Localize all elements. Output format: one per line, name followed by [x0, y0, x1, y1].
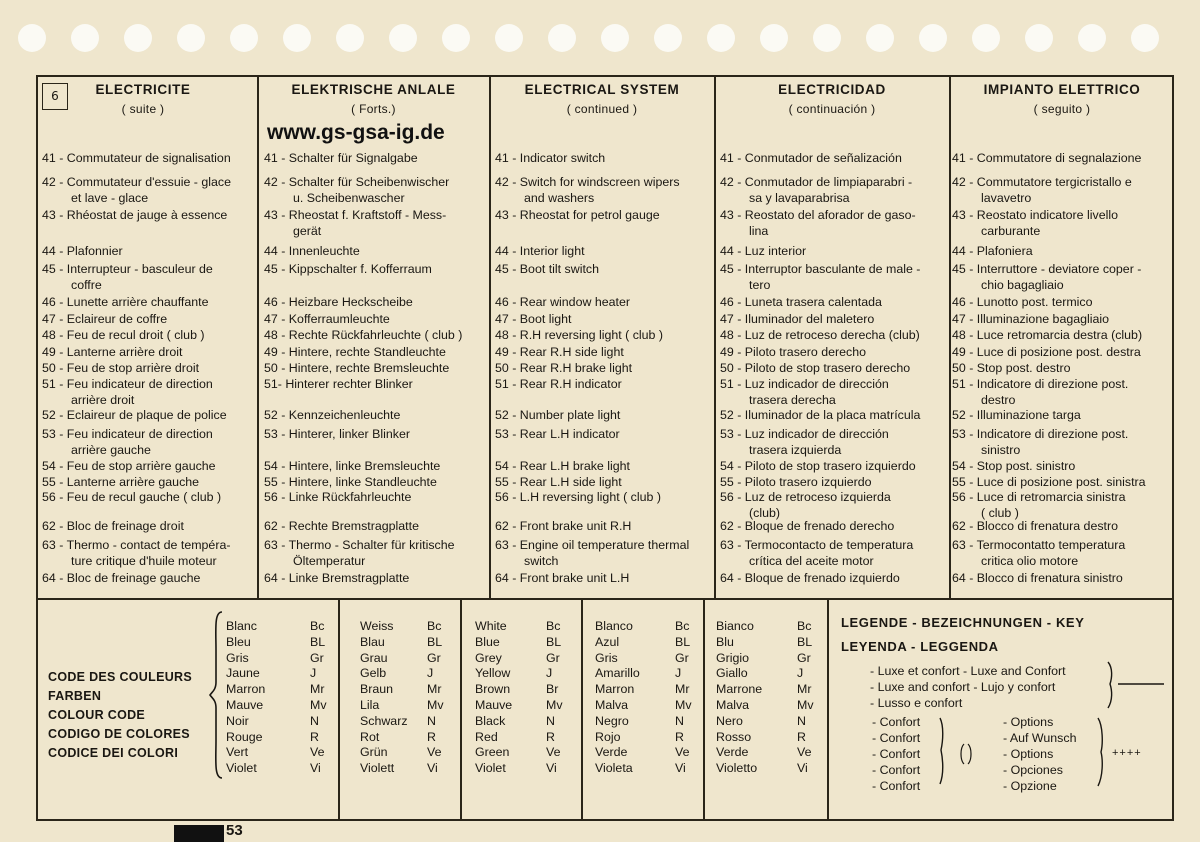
colour-table-divider — [827, 599, 829, 820]
colour-code: R — [797, 729, 806, 744]
column-subtitle: ( Forts.) — [351, 102, 396, 116]
colour-code: Mr — [427, 682, 442, 697]
colour-code-label: CODIGO DE COLORES — [48, 727, 190, 741]
colour-code: N — [546, 713, 555, 728]
section-divider — [36, 598, 1174, 600]
colour-code: Gr — [675, 650, 689, 665]
colour-code: R — [675, 729, 684, 744]
binder-hole — [707, 24, 735, 52]
colour-code: BL — [797, 634, 813, 649]
colour-name: Blu — [716, 634, 734, 649]
list-item-de: 49 - Hintere, rechte Standleuchte — [264, 345, 446, 359]
colour-name: Grigio — [716, 650, 750, 665]
list-item-fr: 54 - Feu de stop arrière gauche — [42, 459, 216, 473]
list-item-es: 48 - Luz de retroceso derecha (club) — [720, 328, 920, 342]
legend-entry: - Options — [1003, 715, 1054, 729]
list-item-de: 63 - Thermo - Schalter für kritische Öltemperatur — [264, 538, 455, 568]
colour-code: Ve — [427, 745, 442, 760]
legend-entry: - Confort — [872, 715, 921, 729]
list-item-es: 55 - Piloto trasero izquierdo — [720, 475, 872, 489]
binder-hole — [866, 24, 894, 52]
binder-hole — [813, 24, 841, 52]
legend-heading: LEGENDE - BEZEICHNUNGEN - KEY — [841, 615, 1085, 630]
colour-name: Violet — [226, 761, 257, 776]
colour-code: R — [546, 729, 555, 744]
colour-code: N — [797, 713, 806, 728]
colour-code: Mv — [797, 698, 814, 712]
binder-holes — [0, 24, 1200, 54]
colour-name: Brown — [475, 682, 511, 697]
list-item-it: 56 - Luce di retromarcia sinistra ( club ) — [952, 490, 1126, 520]
colour-code-label: CODICE DEI COLORI — [48, 746, 179, 760]
colour-code: Mv — [310, 698, 327, 712]
list-item-es: 44 - Luz interior — [720, 244, 807, 258]
section-number: 6 — [42, 83, 68, 110]
list-item-fr: 50 - Feu de stop arrière droit — [42, 361, 200, 375]
colour-code: Gr — [546, 650, 560, 665]
legend-entry: - Lusso e confort — [870, 696, 963, 710]
list-item-es: 53 - Luz indicador de dirección trasera izquierda — [720, 427, 889, 457]
colour-name: Black — [475, 713, 506, 728]
colour-name: Jaune — [226, 666, 260, 681]
list-item-it: 49 - Luce di posizione post. destra — [952, 345, 1141, 359]
colour-name: Grün — [360, 745, 388, 760]
colour-name: Blanc — [226, 619, 257, 633]
page-number: 53 — [226, 822, 243, 839]
colour-name: Lila — [360, 698, 380, 712]
list-item-it: 62 - Blocco di frenatura destro — [952, 519, 1118, 533]
list-item-en: 62 - Front brake unit R.H — [495, 519, 632, 533]
colour-name: Braun — [360, 682, 394, 697]
list-item-fr: 64 - Bloc de freinage gauche — [42, 571, 201, 585]
list-item-de: 46 - Heizbare Heckscheibe — [264, 295, 413, 309]
binder-hole — [124, 24, 152, 52]
binder-hole — [442, 24, 470, 52]
colour-table-divider — [581, 599, 583, 820]
list-item-it: 42 - Commutatore tergicristallo e lavavetro — [952, 175, 1132, 205]
colour-name: Bianco — [716, 619, 754, 633]
column-header-en — [490, 82, 714, 116]
colour-code-label: CODE DES COULEURS — [48, 670, 193, 684]
colour-name: Violett — [360, 761, 395, 776]
colour-name: Gelb — [360, 666, 387, 681]
list-item-fr: 48 - Feu de recul droit ( club ) — [42, 328, 205, 342]
colour-name: Amarillo — [595, 666, 640, 681]
column-title: IMPIANTO ELETTRICO — [983, 82, 1141, 97]
list-item-fr: 47 - Eclaireur de coffre — [42, 312, 168, 326]
list-item-fr: 62 - Bloc de freinage droit — [42, 519, 184, 533]
colour-code: BL — [427, 634, 443, 649]
list-item-de: 51- Hinterer rechter Blinker — [264, 377, 413, 391]
list-item-it: 55 - Luce di posizione post. sinistra — [952, 475, 1146, 489]
list-item-es: 46 - Luneta trasera calentada — [720, 295, 882, 309]
column-title: ELECTRICIDAD — [778, 82, 886, 97]
colour-name: Weiss — [360, 619, 394, 633]
list-item-en: 51 - Rear R.H indicator — [495, 377, 622, 391]
list-item-en: 44 - Interior light — [495, 244, 585, 258]
list-item-es: 63 - Termocontacto de temperatura crítica del aceite motor — [720, 538, 914, 568]
legend-confort-brace-icon — [934, 716, 950, 786]
colour-name: Grey — [475, 650, 502, 665]
binder-hole — [601, 24, 629, 52]
website-watermark: www.gs-gsa-ig.de — [267, 121, 445, 144]
binder-hole — [1025, 24, 1053, 52]
colour-code-brace-icon — [208, 610, 228, 780]
list-item-en: 63 - Engine oil temperature thermal switch — [495, 538, 690, 568]
colour-name: Negro — [595, 713, 629, 728]
colour-name: Red — [475, 729, 498, 744]
binder-hole — [919, 24, 947, 52]
list-item-fr: 56 - Feu de recul gauche ( club ) — [42, 490, 222, 504]
list-item-es: 56 - Luz de retroceso izquierda (club) — [720, 490, 891, 520]
colour-code-label: COLOUR CODE — [48, 708, 146, 722]
colour-code: Gr — [427, 650, 441, 665]
colour-name: Rouge — [226, 729, 263, 744]
legend-entry: - Confort — [872, 747, 921, 761]
list-item-fr: 55 - Lanterne arrière gauche — [42, 475, 200, 489]
legend-options-symbol: ++++ — [1112, 747, 1142, 759]
colour-code: J — [310, 666, 317, 681]
colour-name: Vert — [226, 745, 249, 760]
colour-name: Violetto — [716, 761, 758, 776]
legend-entry: - Opciones — [1003, 763, 1063, 777]
list-item-en: 53 - Rear L.H indicator — [495, 427, 620, 441]
list-item-fr: 41 - Commutateur de signalisation — [42, 151, 231, 165]
list-item-de: 54 - Hintere, linke Bremsleuchte — [264, 459, 441, 473]
colour-code: J — [797, 666, 804, 681]
colour-code: N — [675, 713, 684, 728]
column-subtitle: ( suite ) — [121, 102, 165, 116]
list-item-it: 64 - Blocco di frenatura sinistro — [952, 571, 1123, 585]
colour-code: Bc — [546, 619, 561, 633]
colour-name: Blanco — [595, 619, 633, 633]
legend-confort-symbol-icon — [958, 742, 980, 766]
list-item-en: 52 - Number plate light — [495, 408, 621, 422]
page-number-bar — [174, 825, 224, 842]
colour-name: Green — [475, 745, 510, 760]
colour-name: Marrone — [716, 682, 763, 697]
colour-name: Malva — [595, 698, 629, 712]
list-item-en: 49 - Rear R.H side light — [495, 345, 624, 359]
colour-name: White — [475, 619, 507, 633]
list-item-it: 47 - Illuminazione bagagliaio — [952, 312, 1110, 326]
binder-hole — [495, 24, 523, 52]
colour-name: Yellow — [475, 666, 511, 681]
list-item-fr: 53 - Feu indicateur de direction arrière gauche — [42, 427, 213, 457]
list-item-fr: 52 - Eclaireur de plaque de police — [42, 408, 227, 422]
list-item-en: 43 - Rheostat for petrol gauge — [495, 208, 660, 222]
colour-code: J — [675, 666, 682, 681]
list-item-de: 41 - Schalter für Signalgabe — [264, 151, 418, 165]
binder-hole — [654, 24, 682, 52]
binder-hole — [1131, 24, 1159, 52]
colour-name: Mauve — [226, 698, 264, 712]
list-item-es: 54 - Piloto de stop trasero izquierdo — [720, 459, 916, 473]
list-item-es: 52 - Iluminador de la placa matrícula — [720, 408, 921, 422]
colour-name: Malva — [716, 698, 750, 712]
colour-name: Schwarz — [360, 713, 408, 728]
colour-code: Br — [546, 682, 559, 697]
list-item-fr: 49 - Lanterne arrière droit — [42, 345, 183, 359]
list-item-de: 44 - Innenleuchte — [264, 244, 360, 258]
list-item-it: 46 - Lunotto post. termico — [952, 295, 1093, 309]
colour-name: Nero — [716, 713, 743, 728]
list-item-de: 50 - Hintere, rechte Bremsleuchte — [264, 361, 450, 375]
colour-name: Gris — [595, 650, 618, 665]
list-item-it: 43 - Reostato indicatore livello carburante — [952, 208, 1118, 238]
list-item-fr: 44 - Plafonnier — [42, 244, 123, 258]
colour-code-label: FARBEN — [48, 689, 102, 703]
colour-table-divider — [703, 599, 705, 820]
list-item-it: 45 - Interruttore - deviatore coper - chio bagagliaio — [952, 262, 1142, 292]
colour-code: BL — [675, 634, 691, 649]
list-item-it: 54 - Stop post. sinistro — [952, 459, 1076, 473]
list-item-en: 47 - Boot light — [495, 312, 572, 326]
binder-hole — [177, 24, 205, 52]
list-item-en: 46 - Rear window heater — [495, 295, 630, 309]
list-item-en: 41 - Indicator switch — [495, 151, 606, 165]
colour-code: Ve — [675, 745, 690, 760]
colour-code: Ve — [310, 745, 325, 760]
column-header-de — [258, 82, 489, 116]
colour-code: BL — [546, 634, 562, 649]
colour-name: Gris — [226, 650, 249, 665]
binder-hole — [336, 24, 364, 52]
colour-table-divider — [338, 599, 340, 820]
list-item-es: 42 - Conmutador de limpiaparabri - sa y lavaparabrisa — [720, 175, 913, 205]
list-item-it: 53 - Indicatore di direzione post. sinistro — [952, 427, 1129, 457]
colour-code: R — [427, 729, 436, 744]
colour-name: Rot — [360, 729, 380, 744]
colour-code: Bc — [427, 619, 442, 633]
list-item-fr: 46 - Lunette arrière chauffante — [42, 295, 209, 309]
legend-entry: - Luxe and confort - Lujo y confort — [870, 680, 1056, 694]
list-item-es: 49 - Piloto trasero derecho — [720, 345, 867, 359]
column-title: ELECTRICAL SYSTEM — [524, 82, 680, 97]
list-item-es: 62 - Bloque de frenado derecho — [720, 519, 895, 533]
list-item-it: 44 - Plafoniera — [952, 244, 1033, 258]
legend-entry: - Confort — [872, 763, 921, 777]
colour-code: Mr — [797, 682, 812, 697]
binder-hole — [71, 24, 99, 52]
colour-name: Violet — [475, 761, 506, 776]
colour-name: Blue — [475, 634, 500, 649]
colour-name: Bleu — [226, 634, 251, 649]
colour-name: Blau — [360, 634, 385, 649]
legend-entry: - Confort — [872, 779, 921, 793]
binder-hole — [760, 24, 788, 52]
list-item-en: 50 - Rear R.H brake light — [495, 361, 633, 375]
colour-name: Noir — [226, 713, 249, 728]
colour-code: Ve — [546, 745, 561, 760]
list-item-es: 45 - Interruptor basculante de male - tero — [720, 262, 921, 292]
colour-code: Mv — [427, 698, 444, 712]
colour-code: Gr — [310, 650, 324, 665]
list-item-en: 64 - Front brake unit L.H — [495, 571, 630, 585]
list-item-es: 64 - Bloque de frenado izquierdo — [720, 571, 900, 585]
colour-table-divider — [460, 599, 462, 820]
colour-code: Bc — [310, 619, 325, 633]
list-item-de: 42 - Schalter für Scheibenwischer u. Scheibenwascher — [264, 175, 450, 205]
colour-code: Vi — [427, 761, 438, 776]
colour-code: Mv — [546, 698, 563, 712]
list-item-de: 62 - Rechte Bremstragplatte — [264, 519, 419, 533]
list-item-en: 54 - Rear L.H brake light — [495, 459, 630, 473]
list-item-it: 41 - Commutatore di segnalazione — [952, 151, 1142, 165]
legend-entry: - Options — [1003, 747, 1054, 761]
list-item-de: 55 - Hintere, linke Standleuchte — [264, 475, 437, 489]
binder-hole — [389, 24, 417, 52]
legend-entry: - Auf Wunsch — [1003, 731, 1077, 745]
list-item-en: 56 - L.H reversing light ( club ) — [495, 490, 661, 504]
list-item-it: 63 - Termocontatto temperatura critica olio motore — [952, 538, 1126, 568]
colour-code: J — [427, 666, 434, 681]
colour-code: Vi — [675, 761, 686, 776]
list-item-fr: 63 - Thermo - contact de tempéra- ture critique d'huile moteur — [42, 538, 231, 568]
colour-code: R — [310, 729, 319, 744]
colour-name: Verde — [716, 745, 749, 760]
list-item-de: 52 - Kennzeichenleuchte — [264, 408, 401, 422]
colour-code: Bc — [797, 619, 812, 633]
legend-luxe-symbol-icon — [1104, 660, 1166, 712]
column-subtitle: ( seguito ) — [1033, 102, 1091, 116]
legend-options-list — [1003, 714, 1076, 794]
binder-hole — [230, 24, 258, 52]
column-header-fr — [78, 82, 208, 116]
list-item-de: 56 - Linke Rückfahrleuchte — [264, 490, 412, 504]
colour-name: Violeta — [595, 761, 633, 776]
colour-code-labels — [48, 668, 192, 763]
list-item-es: 51 - Luz indicador de dirección trasera derecha — [720, 377, 889, 407]
list-item-en: 55 - Rear L.H side light — [495, 475, 622, 489]
binder-hole — [548, 24, 576, 52]
colour-code: Bc — [675, 619, 690, 633]
colour-name: Grau — [360, 650, 388, 665]
list-item-es: 41 - Conmutador de señalización — [720, 151, 902, 165]
list-item-de: 64 - Linke Bremstragplatte — [264, 571, 410, 585]
colour-code: J — [546, 666, 553, 681]
list-item-fr: 42 - Commutateur d'essuie - glace et lave - glace — [42, 175, 231, 205]
legend-confort-list — [872, 714, 920, 794]
colour-name: Rojo — [595, 729, 621, 744]
legend-entry: - Luxe et confort - Luxe and Confort — [870, 664, 1066, 678]
list-item-de: 47 - Kofferraumleuchte — [264, 312, 390, 326]
colour-name: Marron — [226, 682, 266, 697]
list-item-es: 47 - Iluminador del maletero — [720, 312, 875, 326]
list-item-it: 48 - Luce retromarcia destra (club) — [952, 328, 1143, 342]
list-item-de: 45 - Kippschalter f. Kofferraum — [264, 262, 432, 276]
binder-hole — [283, 24, 311, 52]
binder-hole — [1078, 24, 1106, 52]
binder-hole — [18, 24, 46, 52]
list-item-fr: 43 - Rhéostat de jauge à essence — [42, 208, 228, 222]
list-item-it: 51 - Indicatore di direzione post. destro — [952, 377, 1129, 407]
list-item-it: 52 - Illuminazione targa — [952, 408, 1081, 422]
colour-code: N — [310, 713, 319, 728]
legend-entry: - Confort — [872, 731, 921, 745]
colour-name: Giallo — [716, 666, 748, 681]
colour-code: Ve — [797, 745, 812, 760]
colour-name: Rosso — [716, 729, 752, 744]
legend-luxe-list — [870, 663, 1066, 711]
list-item-fr: 51 - Feu indicateur de direction arrière droit — [42, 377, 213, 407]
column-header-es — [715, 82, 949, 116]
list-item-en: 45 - Boot tilt switch — [495, 262, 599, 276]
column-subtitle: ( continued ) — [566, 102, 638, 116]
colour-code: N — [427, 713, 436, 728]
colour-code: Vi — [546, 761, 557, 776]
list-item-es: 50 - Piloto de stop trasero derecho — [720, 361, 911, 375]
column-header-it — [950, 82, 1174, 116]
column-subtitle: ( continuación ) — [788, 102, 876, 116]
colour-code: Mv — [675, 698, 692, 712]
colour-name: Marron — [595, 682, 635, 697]
list-item-de: 53 - Hinterer, linker Blinker — [264, 427, 410, 441]
list-item-fr: 45 - Interrupteur - basculeur de coffre — [42, 262, 213, 292]
list-item-es: 43 - Reostato del aforador de gaso- lina — [720, 208, 916, 238]
colour-name: Mauve — [475, 698, 513, 712]
colour-code: Vi — [310, 761, 321, 776]
column-title: ELEKTRISCHE ANLALE — [291, 82, 456, 97]
list-item-de: 43 - Rheostat f. Kraftstoff - Mess- gerät — [264, 208, 447, 238]
legend-options-brace-icon — [1094, 716, 1110, 788]
column-title: ELECTRICITE — [95, 82, 191, 97]
list-item-it: 50 - Stop post. destro — [952, 361, 1071, 375]
colour-code: Mr — [310, 682, 325, 697]
list-item-en: 42 - Switch for windscreen wipers and washers — [495, 175, 680, 205]
colour-name: Azul — [595, 634, 620, 649]
colour-name: Verde — [595, 745, 628, 760]
colour-code: Mr — [675, 682, 690, 697]
colour-code: BL — [310, 634, 326, 649]
legend-heading: LEYENDA - LEGGENDA — [841, 639, 999, 654]
colour-code: Gr — [797, 650, 811, 665]
legend-entry: - Opzione — [1003, 779, 1057, 793]
list-item-en: 48 - R.H reversing light ( club ) — [495, 328, 664, 342]
binder-hole — [972, 24, 1000, 52]
colour-code: Vi — [797, 761, 808, 776]
list-item-de: 48 - Rechte Rückfahrleuchte ( club ) — [264, 328, 463, 342]
